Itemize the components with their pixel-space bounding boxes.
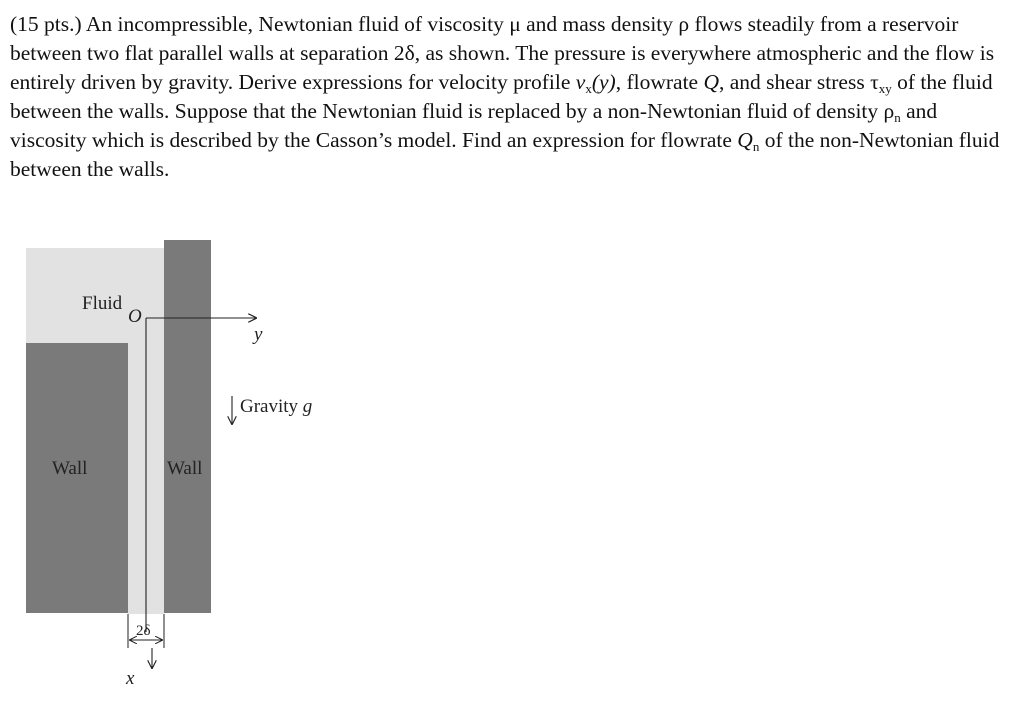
gravity-label: Gravity g [240, 396, 313, 417]
gap-label: 2δ [136, 623, 151, 639]
points-label: (15 pts.) [10, 12, 82, 36]
origin-label: O [128, 306, 142, 327]
left-wall-label: Wall [52, 458, 88, 479]
right-wall-label: Wall [167, 458, 203, 479]
y-axis-label: y [254, 324, 263, 345]
x-axis-label: x [126, 668, 135, 689]
fluid-label: Fluid [82, 293, 123, 314]
problem-statement: (15 pts.) An incompressible, Newtonian fluid of viscosity μ and mass density ρ flows steadily from a reservoir between two flat parallel walls at separation 2δ, as shown. The pressure is everywhere atmospheric and the flow is entirely driven by gravity. Derive expressions for velocity profile $v_x(y)$, flowrate Q, and shear stress $\tau_{xy}$ of the fluid between the walls. Suppose that the Newtonian fluid is replaced by a non-Newtonian fluid of density $\rho_n$ and viscosity which is described by the Casson’s model. Find an expression for flowrate $Q_n$ of the non-Newtonian fluid between the walls. [10, 12, 1000, 181]
right-wall [164, 240, 211, 613]
